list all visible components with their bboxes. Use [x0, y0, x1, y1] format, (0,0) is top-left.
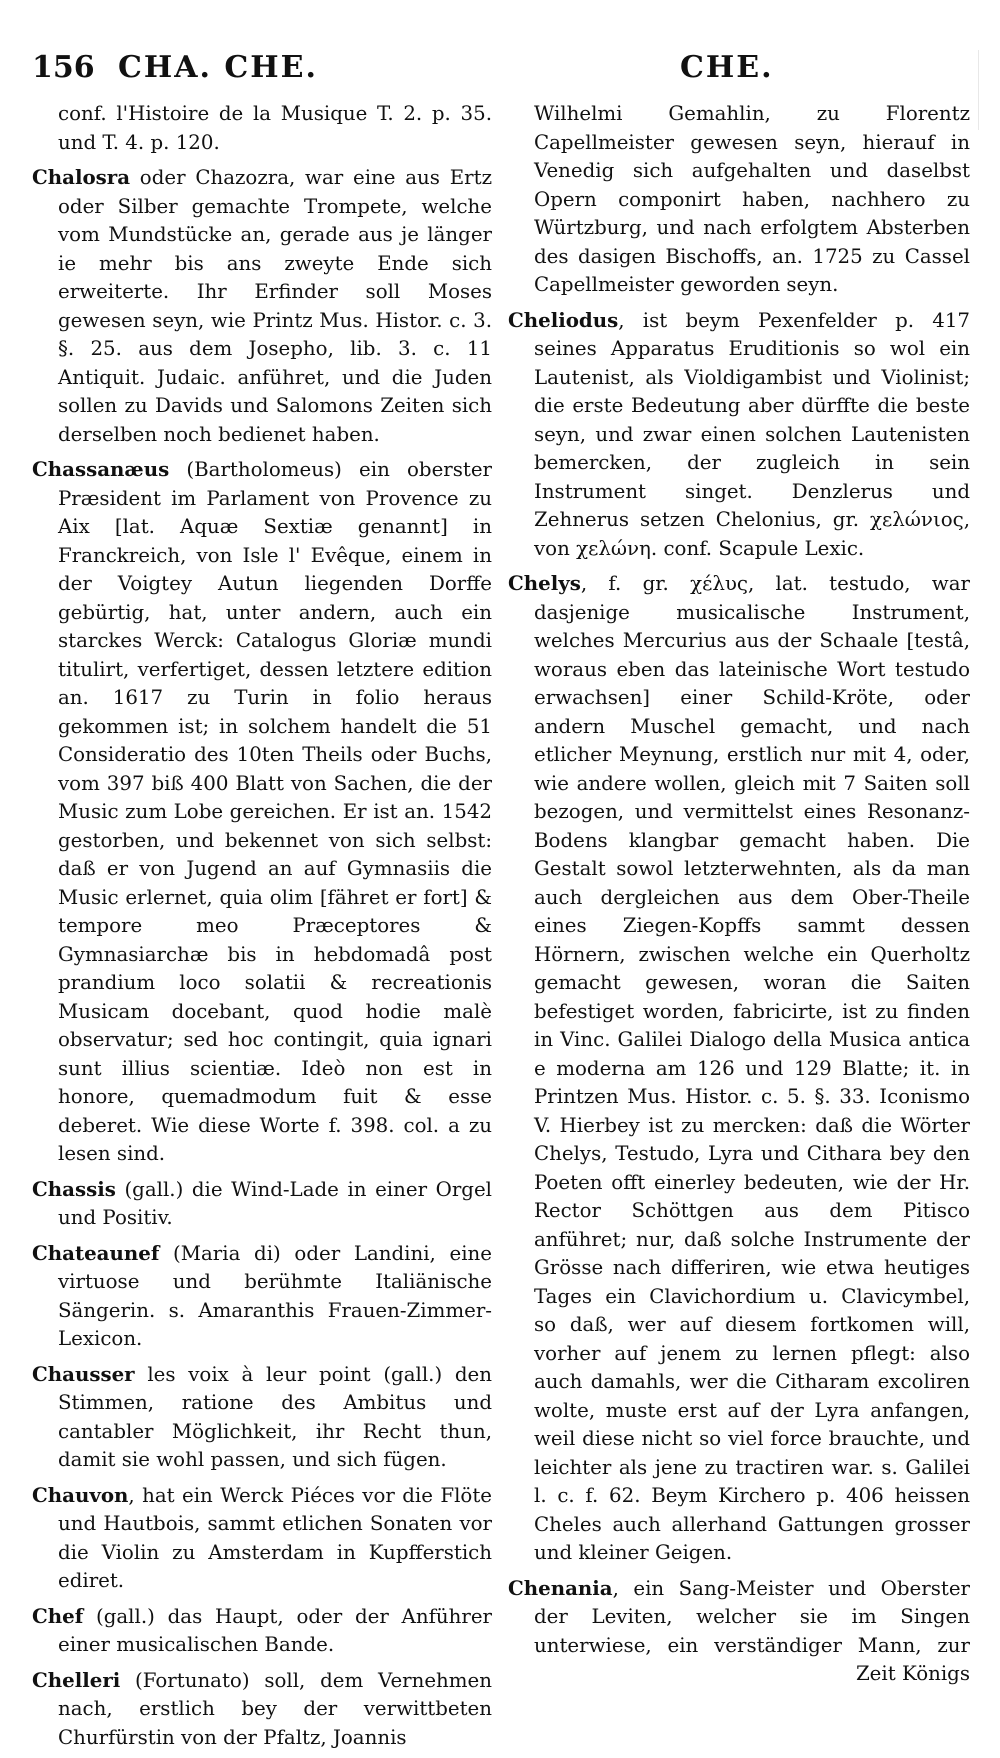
entry-text: , hat ein Werck Piéces vor die Flöte und Hautbois, sammt etlichen Sonaten vor die Violin zu Amsterdam in Kupfferstich ediret. — [58, 1483, 492, 1592]
headword: Cheliodus — [508, 307, 619, 332]
entry-chassis — [32, 1175, 492, 1233]
entry-continuation: conf. l'Histoire de la Musique T. 2. p. 35. und T. 4. p. 120. — [58, 102, 492, 154]
entry-text: (gall.) das Haupt, oder der Anführer einer musicalischen Bande. — [58, 1604, 492, 1656]
headword: Chassanæus — [32, 457, 170, 481]
left-guide-word: CHA. CHE. — [118, 50, 318, 85]
headword: Chassis — [32, 1176, 116, 1201]
headword: Chelys — [508, 571, 581, 595]
entry-chausser — [32, 1360, 492, 1475]
right-column — [508, 100, 970, 1695]
entry-chalosra — [32, 163, 492, 449]
scan-edge-mark — [978, 50, 979, 130]
page-number: 156 — [32, 50, 95, 85]
headword: Chausser — [32, 1361, 135, 1386]
entry-chenania — [508, 1574, 970, 1689]
headword: Chenania — [508, 1575, 613, 1600]
entry-chauvon — [32, 1481, 492, 1596]
entry-text: (gall.) die Wind-Lade in einer Orgel und Positiv. — [58, 1177, 492, 1229]
headword: Chateaunef — [32, 1240, 160, 1265]
headword: Chauvon — [32, 1482, 129, 1507]
entry-text: , ein Sang-Meister und Oberster der Leviten, welcher sie im Singen unterwiese, ein verständiger Mann, zur Zeit Königs — [534, 1576, 970, 1685]
entry-text: , f. gr. χέλυς, lat. testudo, war dasjenige musicalische Instrument, welches Mercurius aus der Schaale [testâ, woraus eben das lateinische Wort testudo erwachsen] einer Schild-Kröte, oder andern Muschel gemacht, und nach etlicher Meynung, erstlich nur mit 4, oder, wie andere wollen, gleich mit 7 Saiten soll bezogen, und vermittelst eines Resonanz-Bodens klangbar gemacht haben. Die Gestalt sowol letzterwehnten, als da man auch dergleichen aus dem Ober-Theile eines Ziegen-Kopffs sammt dessen Hörnern, zwischen welche ein Querholtz gemacht gewesen, woran die Saiten befestiget worden, fabricirte, ist zu finden in Vinc. Galilei Dialogo della Musica antica e moderna am 126 und 129 Blatte; it. in Printzen Mus. Histor. c. 5. §. 33. Iconismo V. Hierbey ist zu mercken: daß die Wörter Chelys, Testudo, Lyra und Cithara bey den Poeten offt einerley bedeuten, wie der Hr. Rector Schöttgen aus dem Pitisco anführet; nur, daß solche Instrumente der Grösse nach differiren, wie etwa heutiges Tages ein Clavichordium u. Clavicymbel, so daß, wer auf diesem fortkomen will, vorher auf jenem zu lernen pflegt: also auch damahls, wer die Citharam excoliren wolte, muste erst auf der Lyra anfangen, weil diese nicht so viel force brauchte, und leichter als jene zu tractiren war. s. Galilei l. c. f. 62. Beym Kirchero p. 406 heissen Cheles auch allerhand Gattungen grosser und kleiner Geigen. — [534, 572, 970, 1564]
headword: Chalosra — [32, 165, 131, 189]
entry-chassanaeus — [32, 455, 492, 1169]
entry-cheliodus — [508, 306, 970, 564]
headword: Chef — [32, 1603, 84, 1628]
entry-text: , ist beym Pexenfelder p. 417 seines Apparatus Eruditionis so wol ein Lautenist, als Violdigambist und Violinist; die erste Bedeutung aber dürffte die beste seyn, und zwar einen solchen Lautenisten bemercken, der zugleich in sein Instrument singet. Denzlerus und Zehnerus setzen Chelonius, gr. χελώνιος, von χελώνη. conf. Scapule Lexic. — [534, 308, 970, 560]
entry-continuation: Wilhelmi Gemahlin, zu Florentz Capellmeister gewesen seyn, hierauf in Venedig sich aufgehalten und daselbst Opern componirt haben, nachhero zu Würtzburg, und nach erfolgtem Absterben des dasigen Bischoffs, an. 1725 zu Cassel Capellmeister geworden seyn. — [534, 102, 970, 296]
entry-text: (Bartholomeus) ein oberster Præsident im Parlament von Provence zu Aix [lat. Aquæ Sextiæ genannt] in Franckreich, von Isle l' Evêque, einem in der Voigtey Autun liegenden Dorffe gebürtig, hat, unter andern, auch ein starckes Werck: Catalogus Gloriæ mundi titulirt, verfertiget, dessen letztere edition an. 1617 zu Turin in folio heraus gekommen ist; in solchem handelt die 51 Consideratio des 10ten Theils oder Buchs, vom 397 biß 400 Blatt von Sachen, die der Music zum Lobe gereichen. Er ist an. 1542 gestorben, und bekennet von sich selbst: daß er von Jugend an auf Gymnasiis die Music erlernet, quia olim [fähret er fort] & tempore meo Præceptores & Gymnasiarchæ bis in hebdomadâ post prandium loco solatii & recreationis Musicam docebant, quod hodie malè observatur; sed hoc contingit, quia ignari sunt illius scientiæ. Ideò non est in honore, quemadmodum fuit & esse deberet. Wie diese Worte f. 398. col. a zu lesen sind. — [58, 458, 492, 1165]
running-head — [0, 50, 1000, 100]
entry-chef — [32, 1602, 492, 1660]
entry-text: oder Chazozra, war eine aus Ertz oder Silber gemachte Trompete, welche vom Mundstücke an, gerade aus je länger ie mehr bis ans zweyte Ende sich erweiterte. Ihr Erfinder soll Moses gewesen seyn, wie Printz Mus. Histor. c. 3. §. 25. aus dem Josepho, lib. 3. c. 11 Antiquit. Judaic. anführet, und die Juden sollen zu Davids und Salomons Zeiten sich derselben noch bedienet haben. — [58, 166, 492, 446]
right-guide-word: CHE. — [680, 50, 774, 85]
entry-chateaunef — [32, 1239, 492, 1354]
left-column — [32, 100, 492, 1758]
entry-text: (Maria di) oder Landini, eine virtuose und berühmte Italiänische Sängerin. s. Amaranthis Frauen-Zimmer-Lexicon. — [58, 1241, 492, 1350]
entry-text: les voix à leur point (gall.) den Stimmen, ratione des Ambitus und cantabler Möglichkeit, ihr Recht thun, damit sie wohl passen, und sich fügen. — [58, 1362, 492, 1471]
entry-text: (Fortunato) soll, dem Vernehmen nach, erstlich bey der verwittbeten Churfürstin von der Pfaltz, Joannis — [58, 1668, 492, 1749]
headword: Chelleri — [32, 1667, 121, 1692]
entry-chelys — [508, 569, 970, 1568]
entry-chelleri — [32, 1666, 492, 1753]
